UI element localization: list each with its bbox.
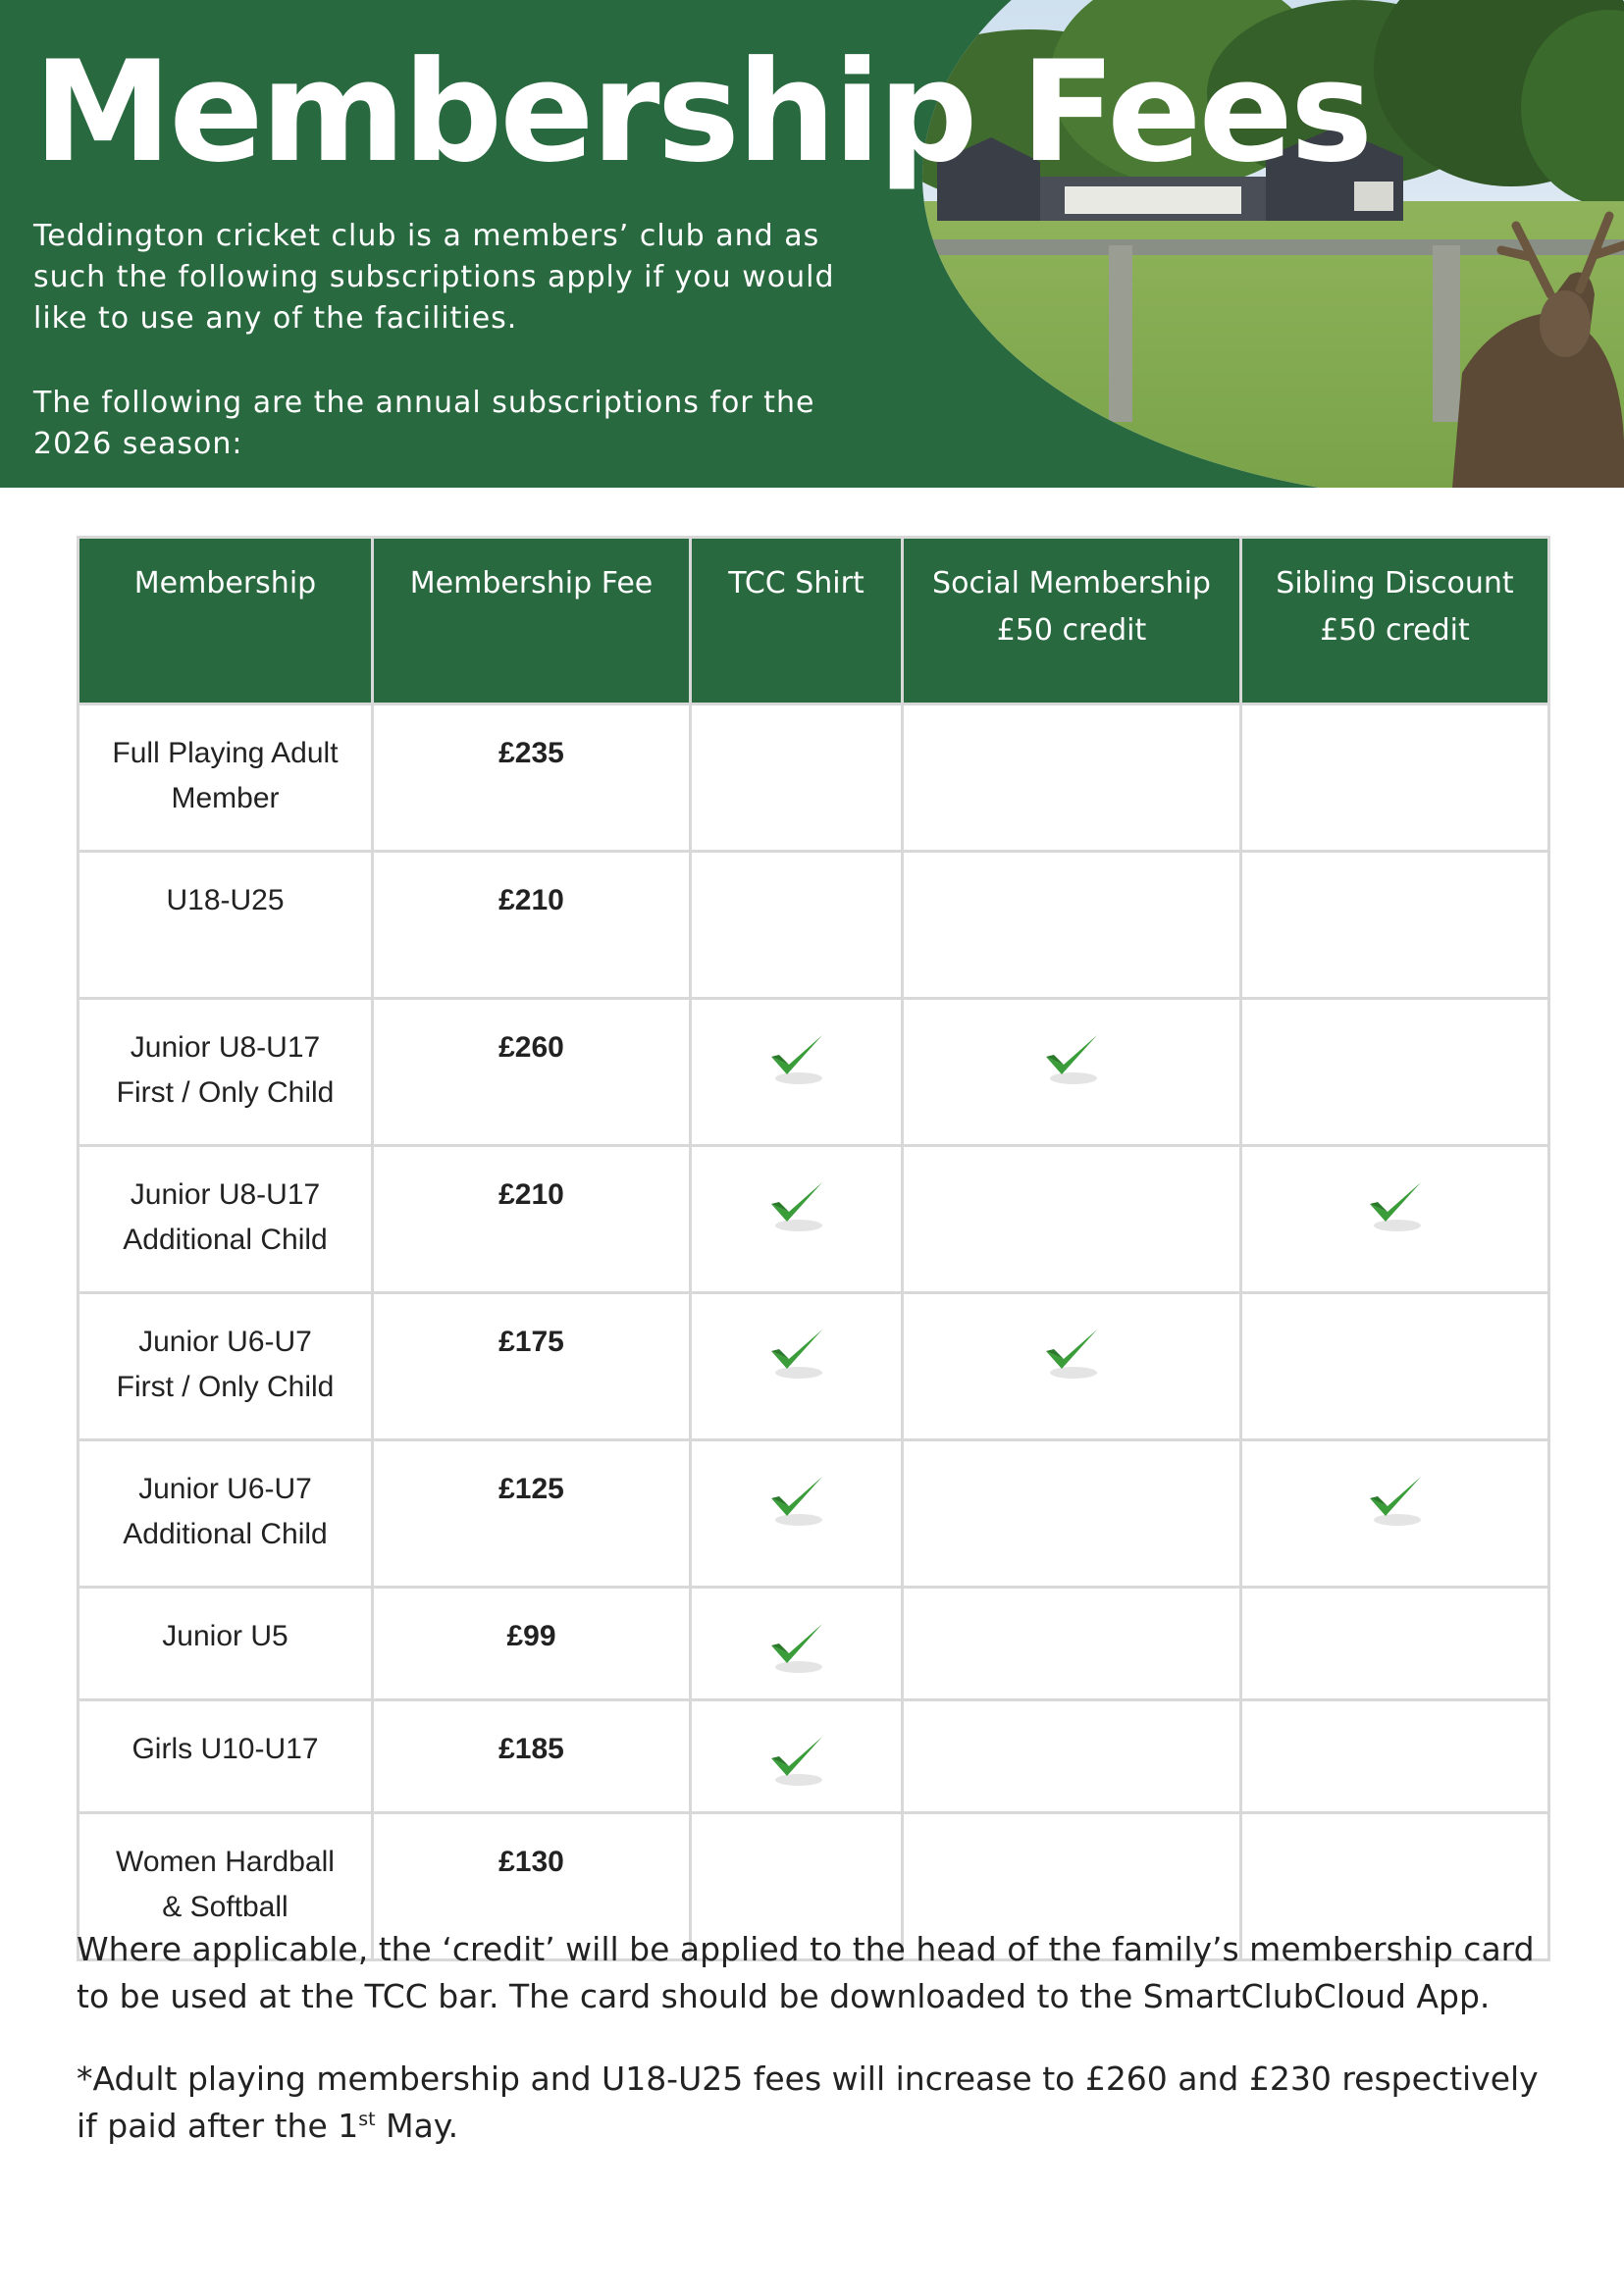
membership-fee-cell: [373, 1293, 691, 1440]
table-row: [79, 1440, 1549, 1588]
tcc-shirt-cell: [691, 1146, 903, 1293]
membership-fee-cell: [373, 852, 691, 999]
social-membership-cell: [903, 1588, 1241, 1700]
table-header-row: [79, 538, 1549, 704]
fee-value: £99: [506, 1620, 556, 1652]
check-mark-icon: [765, 1027, 828, 1090]
check-mark-icon: [765, 1729, 828, 1792]
membership-type-label: Full Playing Adult: [112, 737, 339, 769]
table-row: [79, 1700, 1549, 1813]
table-row: [79, 1146, 1549, 1293]
sibling-discount-cell: [1241, 1588, 1549, 1700]
membership-fee-cell: [373, 704, 691, 852]
header-membership-fee: [373, 538, 691, 704]
fee-increase-month: May.: [375, 2107, 459, 2145]
membership-type-label: Women Hardball: [116, 1846, 335, 1878]
table-row: [79, 1588, 1549, 1700]
membership-type-label: Girls U10-U17: [131, 1733, 319, 1765]
fee-value: £210: [498, 1178, 564, 1211]
table-row: [79, 852, 1549, 999]
membership-fee-cell: [373, 1588, 691, 1700]
hero-banner: [0, 0, 1624, 488]
sibling-discount-cell: [1241, 1700, 1549, 1813]
membership-type-sublabel: Member: [171, 782, 280, 814]
membership-type-sublabel: Additional Child: [123, 1224, 328, 1256]
membership-type-sublabel: & Softball: [162, 1891, 288, 1923]
fee-value: £210: [498, 884, 564, 916]
membership-type-cell: [79, 1146, 373, 1293]
membership-type-cell: [79, 1588, 373, 1700]
check-mark-icon: [1364, 1174, 1427, 1237]
membership-type-label: U18-U25: [166, 884, 285, 916]
fee-increase-text: *Adult playing membership and U18-U25 fees will increase to £260 and £230 respectively if paid after the 1: [77, 2060, 1539, 2145]
fee-increase-note: [77, 2056, 1568, 2150]
membership-fee-cell: [373, 1146, 691, 1293]
table-row: [79, 999, 1549, 1146]
membership-type-label: Junior U8-U17: [130, 1178, 321, 1211]
credit-note: Where applicable, the ‘credit’ will be applied to the head of the family’s membership card to be used at the TCC bar. The card should be downloaded to the SmartClubCloud App.: [77, 1930, 1535, 2015]
fee-value: £130: [498, 1846, 564, 1878]
check-mark-icon: [1040, 1322, 1103, 1384]
fee-value: £185: [498, 1733, 564, 1765]
membership-type-cell: [79, 1440, 373, 1588]
membership-type-sublabel: First / Only Child: [116, 1371, 335, 1403]
social-membership-cell: [903, 1146, 1241, 1293]
page-title: Membership Fees: [33, 31, 1371, 193]
membership-type-cell: [79, 1293, 373, 1440]
sibling-discount-cell: [1241, 704, 1549, 852]
membership-type-sublabel: Additional Child: [123, 1518, 328, 1550]
check-mark-icon: [765, 1469, 828, 1532]
membership-fee-cell: [373, 999, 691, 1146]
sibling-discount-cell: [1241, 1440, 1549, 1588]
header-sublabel: £50 credit: [996, 613, 1147, 648]
check-mark-icon: [1364, 1469, 1427, 1532]
membership-type-cell: [79, 1700, 373, 1813]
social-membership-cell: [903, 999, 1241, 1146]
check-mark-icon: [765, 1174, 828, 1237]
check-mark-icon: [765, 1616, 828, 1679]
membership-type-label: Junior U6-U7: [138, 1326, 312, 1358]
fee-value: £235: [498, 737, 564, 769]
membership-type-label: Junior U5: [162, 1620, 288, 1652]
social-membership-cell: [903, 1440, 1241, 1588]
membership-fees-table: [77, 536, 1550, 1961]
sibling-discount-cell: [1241, 1146, 1549, 1293]
sibling-discount-cell: [1241, 1293, 1549, 1440]
ordinal-suffix: st: [358, 2109, 376, 2130]
membership-fee-cell: [373, 1440, 691, 1588]
membership-type-cell: [79, 704, 373, 852]
membership-fee-cell: [373, 1700, 691, 1813]
membership-type-label: Junior U6-U7: [138, 1473, 312, 1505]
social-membership-cell: [903, 704, 1241, 852]
fee-value: £125: [498, 1473, 564, 1505]
membership-type-cell: [79, 852, 373, 999]
membership-type-label: Junior U8-U17: [130, 1031, 321, 1064]
intro-text: Teddington cricket club is a members’ club and as such the following subscriptions apply if you would like to use any of the facilities.: [33, 219, 835, 336]
season-text: The following are the annual subscriptions for the 2026 season:: [33, 386, 815, 461]
social-membership-cell: [903, 1700, 1241, 1813]
tcc-shirt-cell: [691, 1440, 903, 1588]
header-label: Membership Fee: [409, 566, 654, 600]
header-tcc-shirt: [691, 538, 903, 704]
tcc-shirt-cell: [691, 704, 903, 852]
header-membership: [79, 538, 373, 704]
sibling-discount-cell: [1241, 852, 1549, 999]
social-membership-cell: [903, 1293, 1241, 1440]
fee-value: £260: [498, 1031, 564, 1064]
tcc-shirt-cell: [691, 1588, 903, 1700]
tcc-shirt-cell: [691, 1293, 903, 1440]
header-sibling-discount: [1241, 538, 1549, 704]
header-label: TCC Shirt: [728, 566, 864, 600]
membership-type-cell: [79, 999, 373, 1146]
check-mark-icon: [1040, 1027, 1103, 1090]
table-row: [79, 704, 1549, 852]
tcc-shirt-cell: [691, 1700, 903, 1813]
sibling-discount-cell: [1241, 999, 1549, 1146]
membership-type-sublabel: First / Only Child: [116, 1076, 335, 1109]
header-label: Sibling Discount: [1276, 566, 1514, 600]
tcc-shirt-cell: [691, 852, 903, 999]
header-social-membership: [903, 538, 1241, 704]
fee-value: £175: [498, 1326, 564, 1358]
header-label: Social Membership: [932, 566, 1211, 600]
header-sublabel: £50 credit: [1320, 613, 1470, 648]
social-membership-cell: [903, 852, 1241, 999]
table-row: [79, 1293, 1549, 1440]
tcc-shirt-cell: [691, 999, 903, 1146]
check-mark-icon: [765, 1322, 828, 1384]
header-label: Membership: [133, 566, 317, 600]
